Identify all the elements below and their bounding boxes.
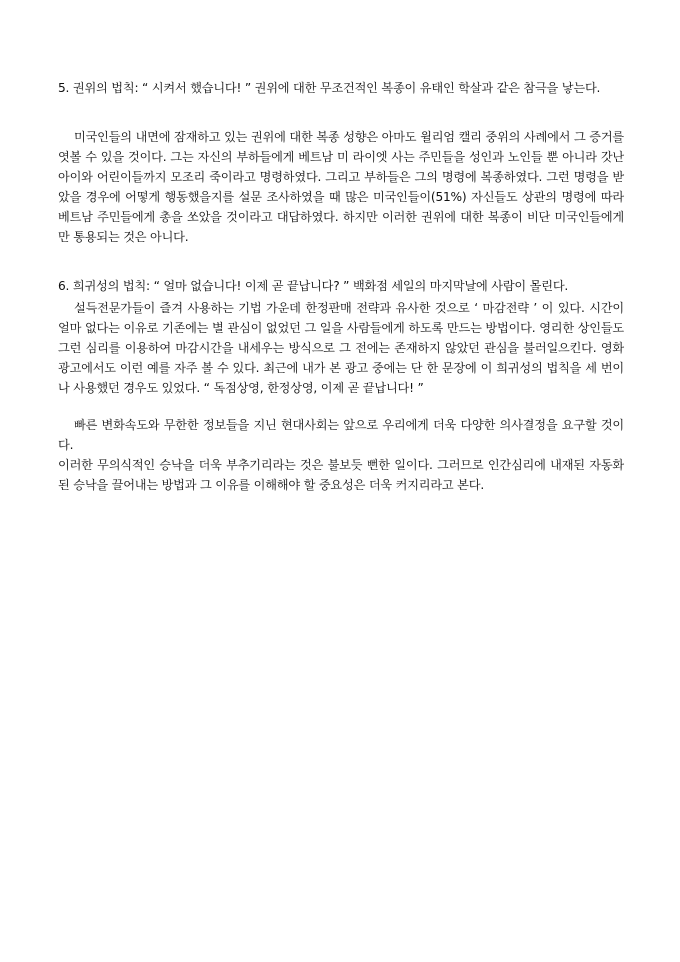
- conclusion-paragraph-2: 이러한 무의식적인 승낙을 더욱 부추기리라는 것은 불보듯 뻔한 일이다. 그러므로 인간심리에 내재된 자동화된 승낙을 끌어내는 방법과 그 이유를 이해해야 할 중요성은 더욱 커지리라고 본다.: [58, 458, 624, 492]
- section-6-title: “ 얼마 없습니다! 이제 곧 끝납니다? ” 백화점 세일의 마지막날에 사람이 몰린다.: [153, 279, 569, 293]
- section-5-body: 미국인들의 내면에 잠재하고 있는 권위에 대한 복종 성향은 아마도 윌리엄 캘리 중위의 사례에서 그 증거를 엿볼 수 있을 것이다. 그는 자신의 부하들에게 베트남 미 라이엣 사는 주민들을 성인과 노인들 뿐 아니라 갓난아이와 어린이들까지 모조리 죽이라고 명령하였다. 그리고 부하들은 그의 명령에 복종하였다. 그런 명령을 받았을 경우에 어떻게 행동했을지를 설문 조사하였을 때 많은 미국인들이(51%) 자신들도 상관의 명령에 따라 베트남 주민들에게 총을 쏘았을 것이라고 대답하였다. 하지만 이러한 권위에 대한 복종이 비단 미국인들에게만 통용되는 것은 아니다.: [58, 130, 624, 244]
- section-6-heading: [58, 276, 624, 296]
- section-5-title: “ 시켜서 했습니다! ” 권위에 대한 무조건적인 복종이 유태인 학살과 같은 참극을 낳는다.: [142, 81, 601, 95]
- section-5-heading: [58, 78, 624, 98]
- section-6-body: 설득전문가들이 즐겨 사용하는 기법 가운데 한정판매 전략과 유사한 것으로 ‘ 마감전략 ’ 이 있다. 시간이 얼마 없다는 이유로 기존에는 별 관심이 없었던 그 일을 사람들에게 하도록 만드는 방법이다. 영리한 상인들도 그런 심리를 이용하여 마감시간을 내세우는 방식으로 그 전에는 존재하지 않았던 관심을 불러일으킨다. 영화광고에서도 이런 예를 자주 볼 수 있다. 최근에 내가 본 광고 중에는 단 한 문장에 이 희귀성의 법칙을 세 번이나 사용했던 경우도 있었다. “ 독점상영, 한정상영, 이제 곧 끝납니다! ”: [58, 301, 624, 395]
- document-page: [58, 78, 624, 495]
- section-6-label: 6. 희귀성의 법칙:: [58, 279, 154, 293]
- section-5-label: 5. 권위의 법칙:: [58, 81, 143, 95]
- conclusion-paragraph-1: 빠른 변화속도와 무한한 정보들을 지닌 현대사회는 앞으로 우리에게 더욱 다양한 의사결정을 요구할 것이다.: [58, 418, 624, 452]
